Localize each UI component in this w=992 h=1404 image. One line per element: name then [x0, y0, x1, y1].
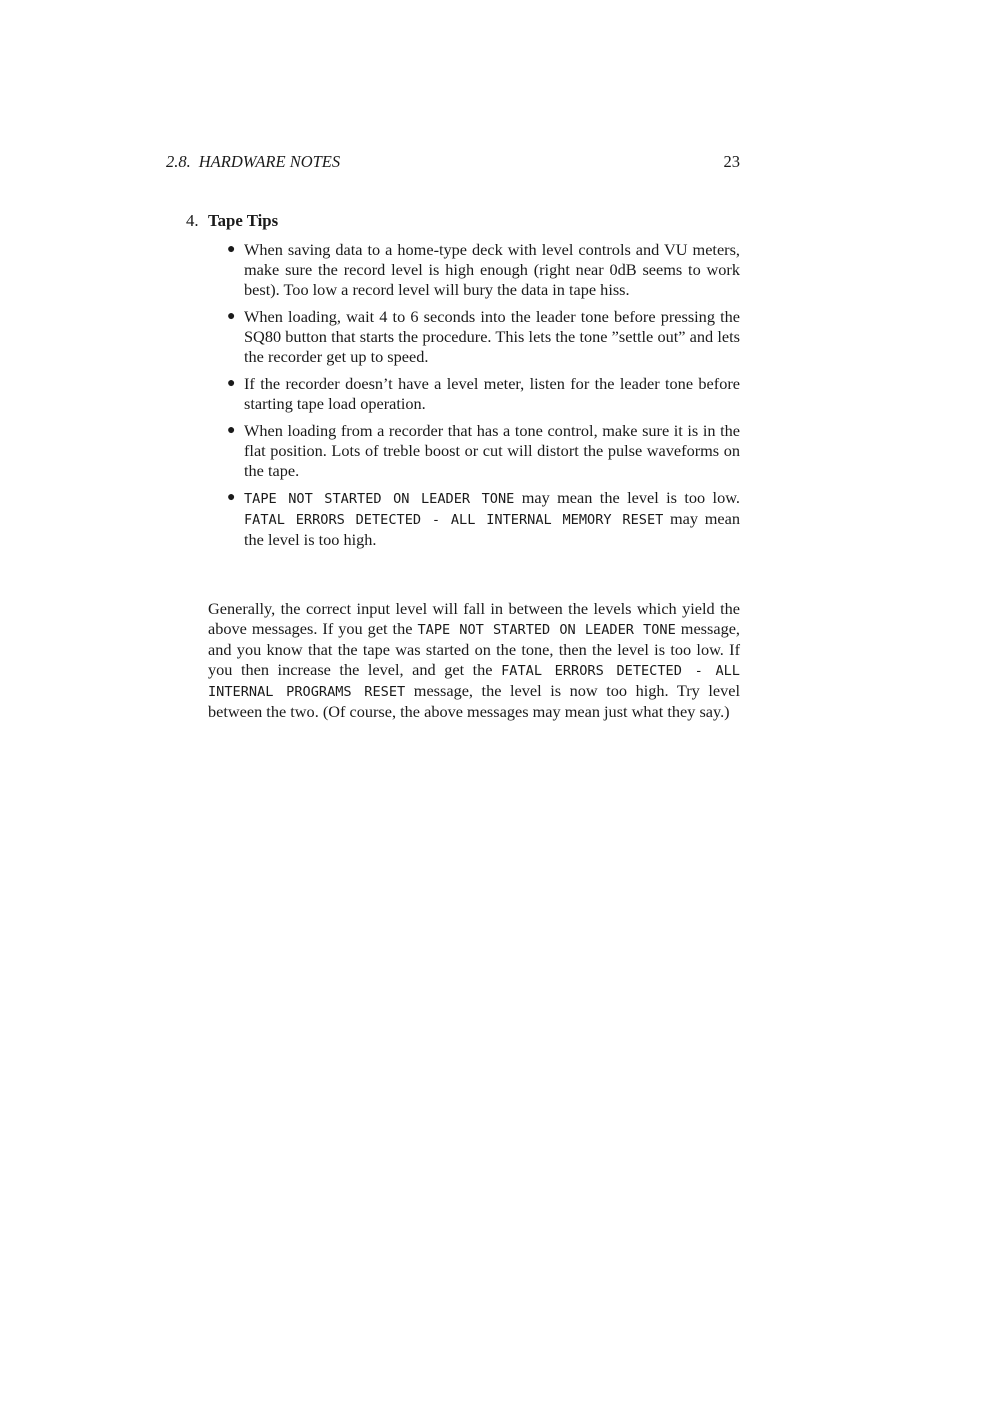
error-message-text: FATAL ERRORS DETECTED - ALL INTERNAL PROGRAMS RESET	[208, 663, 740, 701]
paragraph-text: message, and you know that the tape was started on the tone, then the level is too low. If you then increase the level, and get the	[208, 619, 741, 680]
item-heading	[186, 210, 740, 232]
list-item	[227, 240, 740, 300]
tip-text: When loading from a recorder that has a tone control, make sure it is in the flat position. Lots of treble boost or cut will distort the pulse waveforms on the tape.	[244, 421, 740, 480]
bullet-icon: ●	[227, 490, 236, 505]
bullet-icon: ●	[227, 242, 236, 257]
paragraph-text: message, the level is now too high. Try level between the two. (Of course, the above messages may mean just what they say.)	[208, 681, 740, 722]
list-item	[227, 374, 740, 414]
bullet-icon: ●	[227, 423, 236, 438]
tip-text: When saving data to a home-type deck with level controls and VU meters, make sure the record level is high enough (right near 0dB seems to work best). Too low a record level will bury the data in tape hiss.	[244, 240, 740, 299]
bullet-icon: ●	[227, 309, 236, 324]
enumerated-item	[186, 210, 740, 557]
section-number: 2.8.	[166, 152, 191, 171]
item-title: Tape Tips	[208, 211, 279, 230]
running-header	[166, 152, 740, 174]
tip-text: When loading, wait 4 to 6 seconds into the leader tone before pressing the SQ80 button that starts the procedure. This lets the tone ”settle out” and lets the recorder get up to speed.	[244, 307, 740, 366]
tips-list	[186, 240, 740, 550]
list-item	[227, 307, 740, 367]
tip-text: may mean the level is too low.	[514, 488, 740, 507]
list-item	[227, 421, 740, 481]
bullet-icon: ●	[227, 376, 236, 391]
page-number: 23	[723, 152, 740, 171]
error-message-text: TAPE NOT STARTED ON LEADER TONE	[417, 622, 676, 639]
tip-text: may mean the level is too high.	[244, 509, 740, 549]
error-message-text: TAPE NOT STARTED ON LEADER TONE	[244, 491, 515, 507]
tip-text: If the recorder doesn’t have a level meter, listen for the leader tone before starting tape load operation.	[244, 374, 740, 413]
list-item	[227, 488, 740, 550]
closing-paragraph	[208, 599, 740, 722]
error-message-text: FATAL ERRORS DETECTED - ALL INTERNAL MEMORY RESET	[244, 512, 664, 528]
paragraph-text: Generally, the correct input level will fall in between the levels which yield the above messages. If you get the	[208, 599, 740, 639]
item-number: 4.	[186, 211, 199, 230]
section-title: HARDWARE NOTES	[198, 152, 341, 171]
